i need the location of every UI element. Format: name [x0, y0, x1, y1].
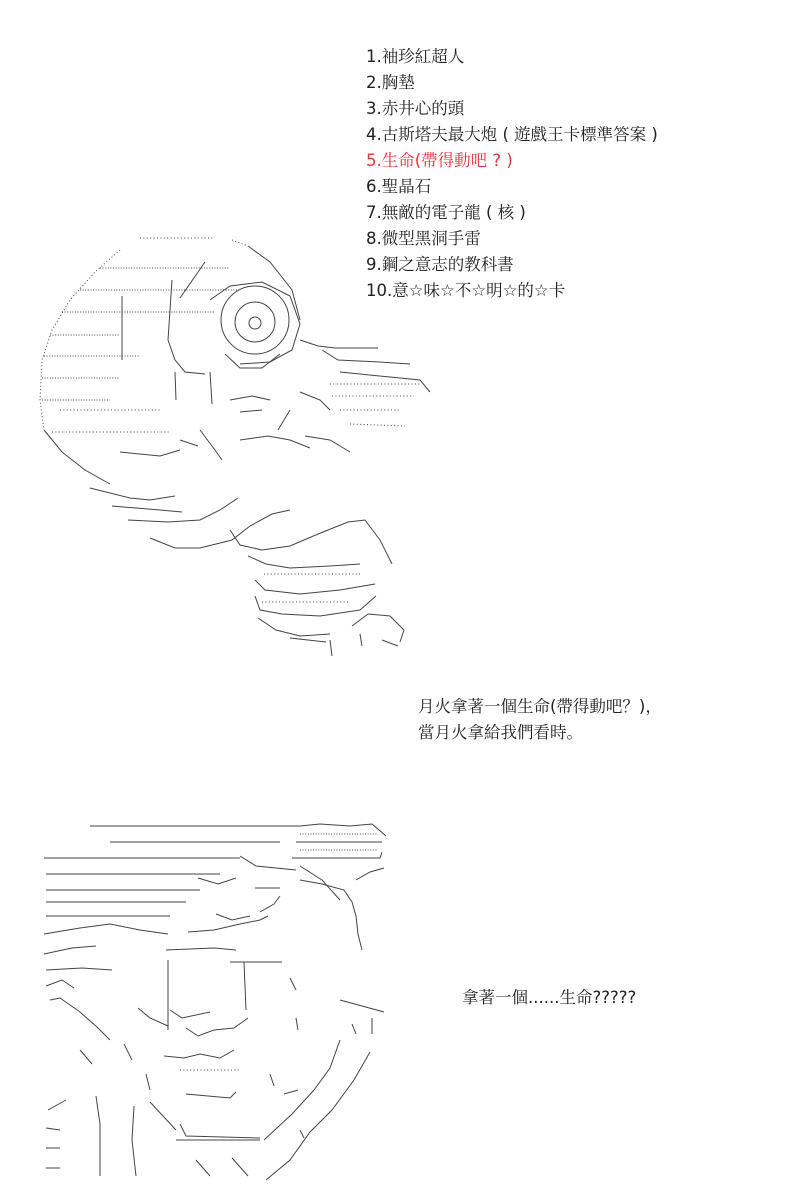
- caption-line-2: 當月火拿給我們看時。: [418, 723, 583, 742]
- list-item: 8.微型黑洞手雷: [366, 229, 481, 248]
- item-list: [366, 44, 658, 304]
- caption-line-3: 拿著一個......生命?????: [462, 988, 637, 1007]
- list-item: 6.聖晶石: [366, 177, 432, 196]
- caption-line-1: 月火拿著一個生命(帶得動吧？)，: [418, 697, 662, 716]
- list-item: 10.意☆味☆不☆明☆的☆卡: [366, 281, 566, 300]
- list-item: 7.無敵的電子龍 ( 核 ): [366, 203, 526, 222]
- list-item: 3.赤井心的頭: [366, 99, 465, 118]
- list-item: 4.古斯塔夫最大炮 ( 遊戲王卡標準答案 ): [366, 125, 658, 144]
- list-item-highlighted: 5.生命(帶得動吧 ? ): [366, 151, 513, 170]
- list-item: 9.鋼之意志的教科書: [366, 255, 514, 274]
- list-item: 1.袖珍紅超人: [366, 47, 465, 66]
- list-item: 2.胸墊: [366, 73, 415, 92]
